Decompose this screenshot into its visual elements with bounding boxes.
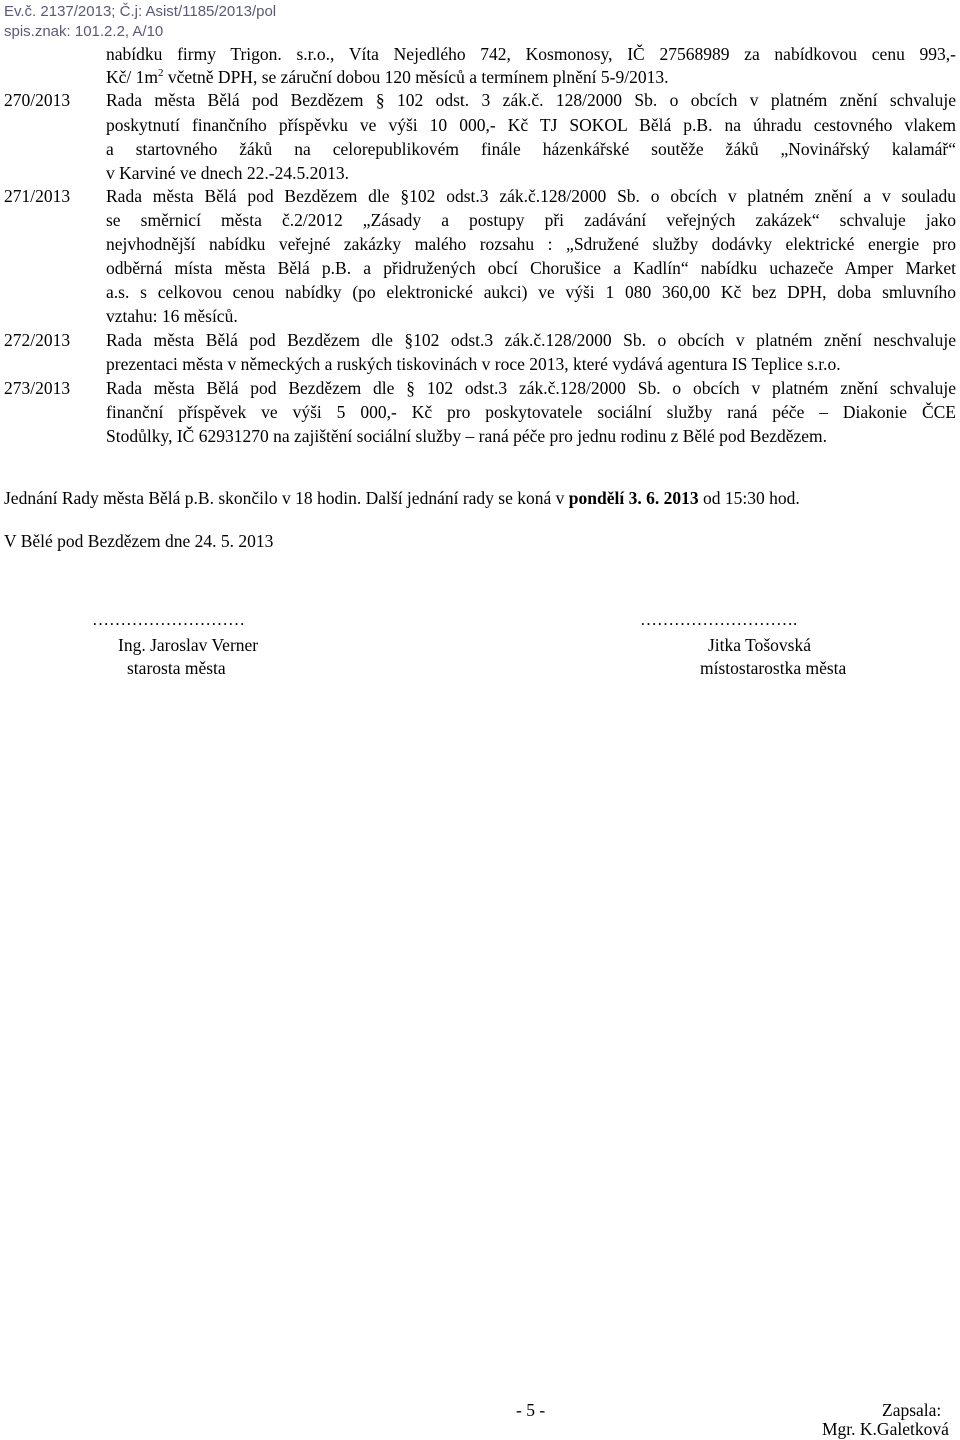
- meeting-closing: [4, 487, 800, 509]
- intro-line-1: nabídku firmy Trigon. s.r.o., Víta Nejedlého 742, Kosmonosy, IČ 27568989 za nabídkovou cenu 993,-: [106, 44, 956, 64]
- signature-line: ……………………….: [640, 610, 798, 629]
- resolution-line: Stodůlky, IČ 62931270 na zajištění sociální služby – raná péče pro jednu rodinu z Bělé pod Bezdězem.: [106, 426, 828, 446]
- resolution-line: vztahu: 16 měsíců.: [106, 306, 238, 326]
- signature-line: ………………………: [92, 610, 245, 629]
- resolution-line: a startovného žáků na celorepublikovém finále házenkářské soutěže žáků „Novinářský kalamář“: [106, 139, 956, 159]
- evidence-number: Ev.č. 2137/2013; Č.j: Asist/1185/2013/pol: [4, 3, 277, 20]
- resolution-number: 270/2013: [4, 90, 71, 110]
- place-and-date: V Bělé pod Bezdězem dne 24. 5. 2013: [4, 531, 274, 551]
- resolution-line: Rada města Bělá pod Bezdězem dle § 102 odst.3 zák.č.128/2000 Sb. o obcích v platném znění schvaluje: [106, 378, 956, 398]
- recorder-name: Mgr. K.Galetková: [822, 1419, 949, 1439]
- file-mark: spis.znak: 101.2.2, A/10: [4, 23, 164, 40]
- resolution-line: finanční příspěvek ve výši 5 000,- Kč pro poskytovatele sociální služby raná péče – Diakonie ČCE: [106, 402, 956, 422]
- intro-line-2: [106, 66, 668, 88]
- resolution-number: 273/2013: [4, 378, 71, 398]
- resolution-line: odběrná místa města Bělá p.B. a přidružených obcí Chorušice a Kadlín“ nabídku uchazeče Amper Market: [106, 258, 956, 278]
- signatory-name: Ing. Jaroslav Verner: [118, 635, 259, 655]
- resolution-line: Rada města Bělá pod Bezdězem dle §102 odst.3 zák.č.128/2000 Sb. o obcích v platném znění neschvaluje: [106, 330, 956, 350]
- page-number: - 5 -: [516, 1400, 546, 1420]
- intro-line-2-a: Kč/ 1m: [106, 67, 159, 87]
- intro-line-2-b: včetně DPH, se záruční dobou 120 měsíců a termínem plnění 5-9/2013.: [163, 67, 669, 87]
- resolution-number: 272/2013: [4, 330, 71, 350]
- resolution-line: poskytnutí finančního příspěvku ve výši 10 000,- Kč TJ SOKOL Bělá p.B. na úhradu cestovného vlakem: [106, 115, 956, 135]
- resolution-line: Rada města Bělá pod Bezdězem § 102 odst. 3 zák.č. 128/2000 Sb. o obcích v platném znění schvaluje: [106, 90, 956, 110]
- resolution-line: a.s. s celkovou cenou nabídky (po elektronické aukci) ve výši 1 080 360,00 Kč bez DPH, doba smluvního: [106, 282, 956, 302]
- signatory-role: starosta města: [127, 658, 226, 678]
- signatory-role: místostarostka města: [700, 658, 847, 678]
- resolution-line: nejvhodnější nabídku veřejné zakázky malého rozsahu : „Sdružené služby dodávky elektrické energie pro: [106, 234, 956, 254]
- closing-text-b: od 15:30 hod.: [698, 488, 800, 508]
- resolution-line: se směrnicí města č.2/2012 „Zásady a postupy při zadávání veřejných zakázek“ schvaluje jako: [106, 210, 956, 230]
- resolution-number: 271/2013: [4, 186, 71, 206]
- next-meeting-date: pondělí 3. 6. 2013: [568, 488, 699, 508]
- resolution-line: Rada města Bělá pod Bezdězem dle §102 odst.3 zák.č.128/2000 Sb. o obcích v platném znění a v souladu: [106, 186, 956, 206]
- signatory-name: Jitka Tošovská: [708, 635, 811, 655]
- intro-sup: 2: [158, 67, 164, 80]
- recorder-label: Zapsala:: [882, 1400, 942, 1420]
- closing-text-a: Jednání Rady města Bělá p.B. skončilo v 18 hodin. Další jednání rady se koná v: [4, 488, 569, 508]
- resolution-line: prezentaci města v německých a ruských tiskovinách v roce 2013, které vydává agentura IS Teplice s.r.o.: [106, 354, 841, 374]
- resolution-line: v Karviné ve dnech 22.-24.5.2013.: [106, 163, 349, 183]
